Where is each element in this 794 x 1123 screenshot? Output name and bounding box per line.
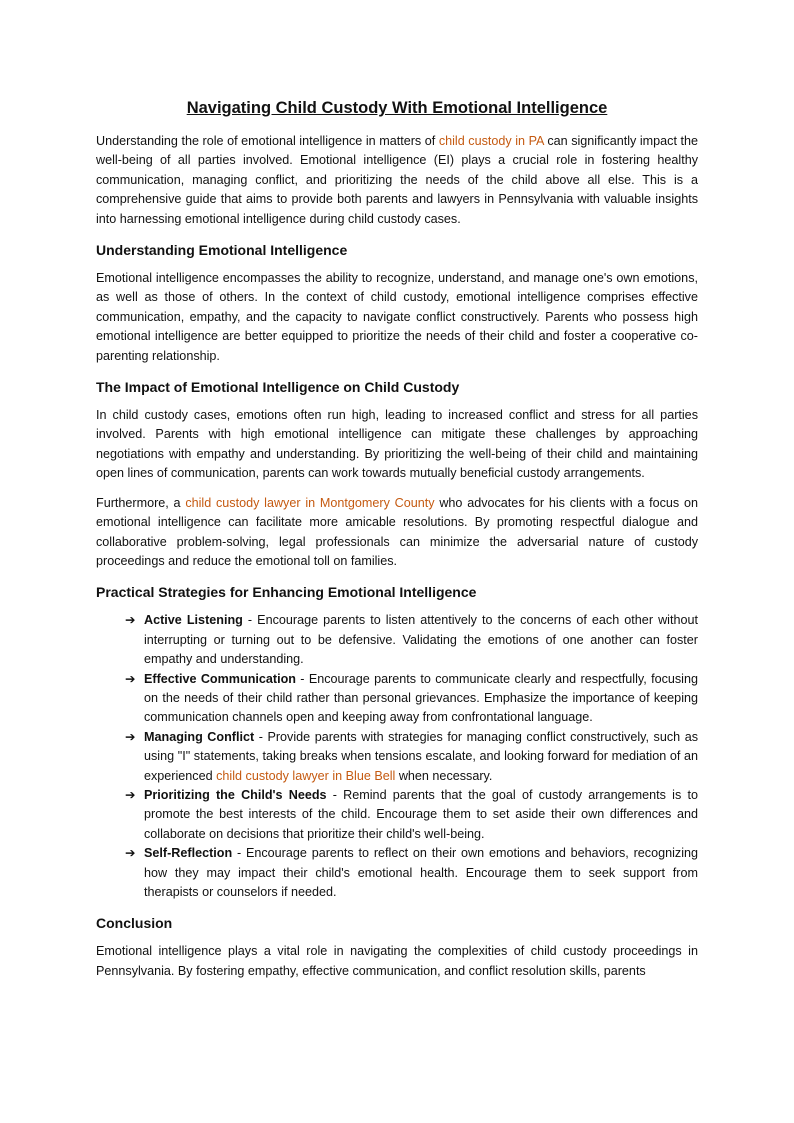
arrow-bullet-icon: ➔ xyxy=(125,613,136,628)
strategy-list xyxy=(96,611,698,902)
arrow-bullet-icon: ➔ xyxy=(125,729,136,744)
list-item: ➔ Active Listening - Encourage parents to listen attentively to the concerns of each other without interrupting or turning out to be defensive. Validating the emotions of one another can foster empathy and understanding. xyxy=(125,613,698,667)
link-blue-bell-lawyer[interactable]: child custody lawyer in Blue Bell xyxy=(216,768,396,783)
document-page xyxy=(96,96,698,991)
arrow-bullet-icon: ➔ xyxy=(125,787,136,802)
arrow-bullet-icon: ➔ xyxy=(125,671,136,686)
intro-paragraph: Understanding the role of emotional intelligence in matters of child custody in PA can significantly impact the well-being of all parties involved. Emotional intelligence (EI) plays a crucial role in fostering healthy communication, managing conflict, and prioritizing the needs of the child above all else. This is a comprehensive guide that aims to provide both parents and lawyers in Pennsylvania with valuable insights into harnessing emotional intelligence during child custody cases. xyxy=(96,134,699,226)
section-heading: Understanding Emotional Intelligence xyxy=(96,242,348,259)
list-item: ➔ Prioritizing the Child's Needs - Remind parents that the goal of custody arrangements is to promote the best interests of the child. Encourage them to set aside their own differences and collaborate on decisions that prioritize their child's well-being. xyxy=(125,787,698,841)
link-montgomery-county-lawyer[interactable]: child custody lawyer in Montgomery County xyxy=(185,495,435,510)
paragraph: Emotional intelligence encompasses the ability to recognize, understand, and manage one's own emotions, as well as those of others. In the context of child custody, emotional intelligence comprises effective communication, empathy, and the capacity to navigate conflict constructively. Parents who possess high emotional intelligence are better equipped to prioritize the needs of their child and foster a cooperative co-parenting relationship. xyxy=(96,271,698,363)
paragraph: Emotional intelligence plays a vital role in navigating the complexities of child custody proceedings in Pennsylvania. By fostering empathy, effective communication, and conflict resolution skills, parents xyxy=(96,944,698,978)
section-heading: Practical Strategies for Enhancing Emotional Intelligence xyxy=(96,584,477,601)
page-title: Navigating Child Custody With Emotional Intelligence xyxy=(186,99,608,117)
arrow-bullet-icon: ➔ xyxy=(125,846,136,861)
list-item: ➔ Self-Reflection - Encourage parents to reflect on their own emotions and behaviors, recognizing how they may impact their child's emotional health. Encourage them to seek support from therapists or counselors if needed. xyxy=(125,846,698,899)
list-item: ➔ Effective Communication - Encourage parents to communicate clearly and respectfully, focusing on the needs of their child rather than personal grievances. Emphasize the importance of keeping communication channels open and keeping away from confrontational language. xyxy=(125,671,698,725)
link-child-custody-pa[interactable]: child custody in PA xyxy=(438,134,544,148)
paragraph: Furthermore, a child custody lawyer in Montgomery County who advocates for his clients with a focus on emotional intelligence can facilitate more amicable resolutions. By promoting respectful dialogue and collaborative problem-solving, legal professionals can minimize the adversarial nature of custody proceedings and reduce the emotional toll on families. xyxy=(96,495,698,568)
section-heading: The Impact of Emotional Intelligence on Child Custody xyxy=(96,379,460,396)
list-item: ➔ Managing Conflict - Provide parents with strategies for managing conflict constructively, such as using "I" statements, taking breaks when tensions escalate, and looking forward for mediation of an experienced child custody lawyer in Blue Bell when necessary. xyxy=(125,729,698,783)
paragraph: In child custody cases, emotions often run high, leading to increased conflict and stress for all parties involved. Parents with high emotional intelligence can mitigate these challenges by approaching negotiations with empathy and understanding. By prioritizing the well-being of their child and maintaining open lines of communication, parents can work towards mutually beneficial custody arrangements. xyxy=(96,408,698,481)
section-heading: Conclusion xyxy=(96,915,173,932)
